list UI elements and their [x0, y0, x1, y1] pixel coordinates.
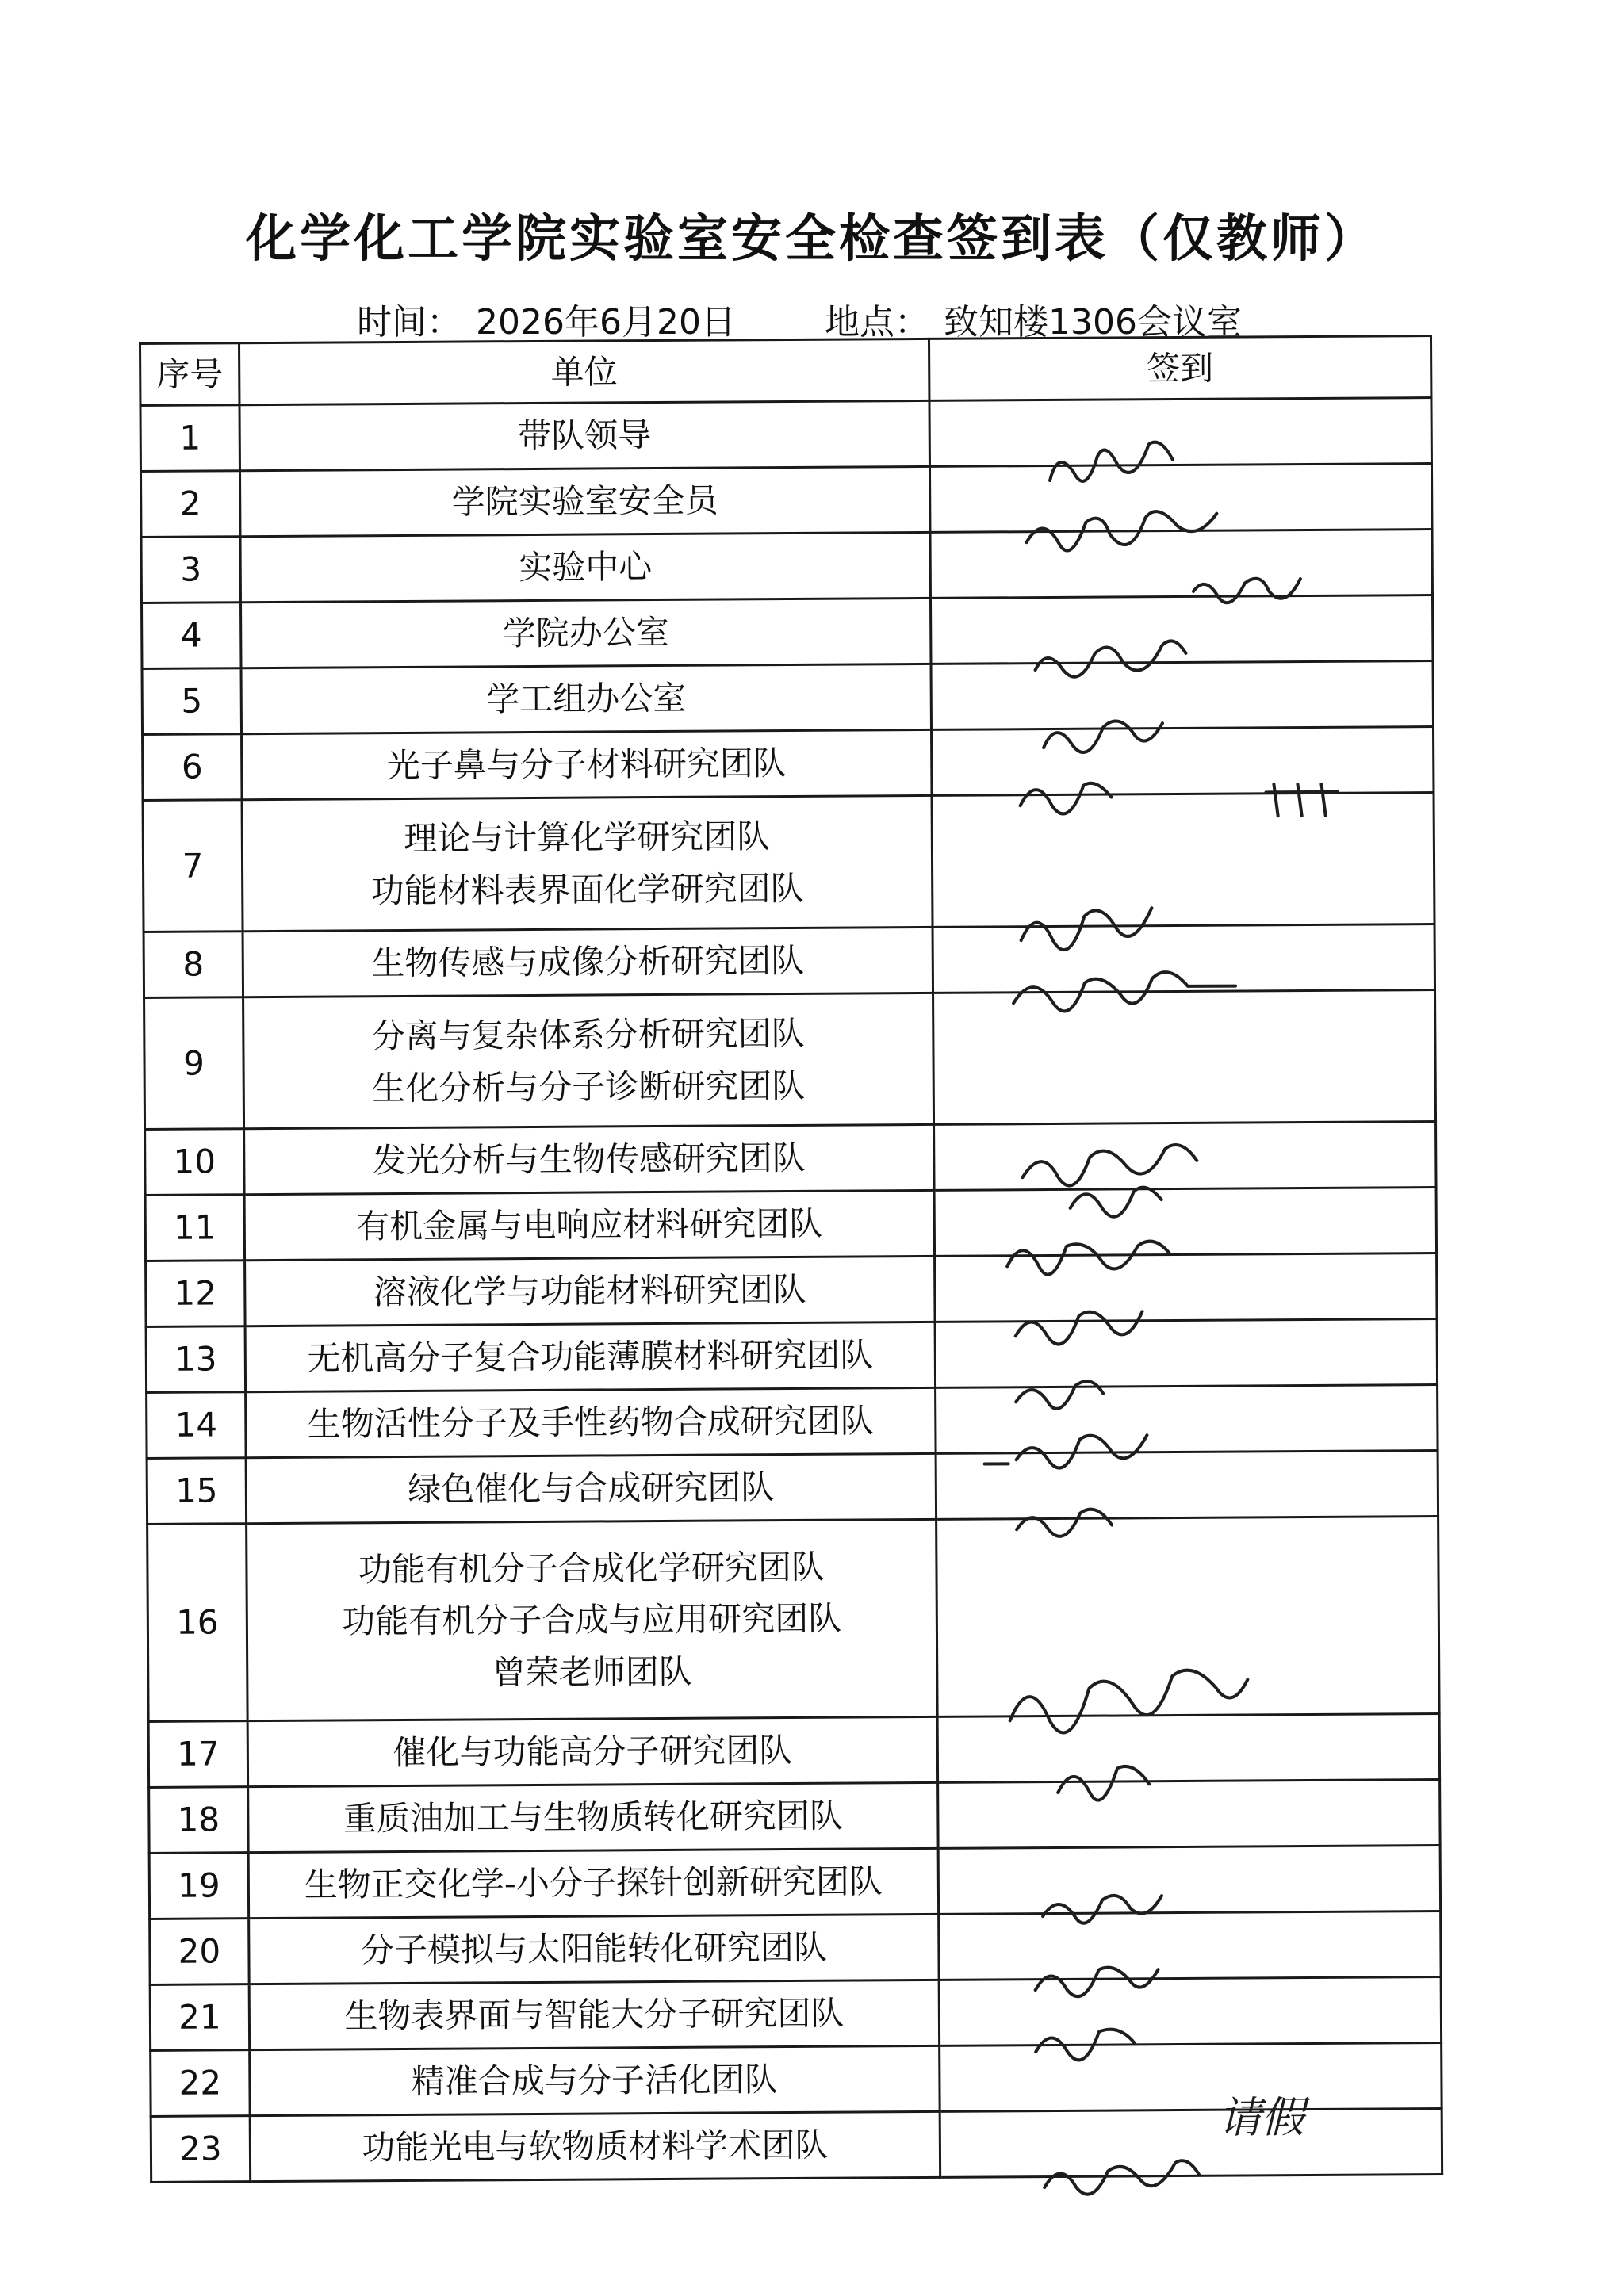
row-number: 9 [144, 997, 244, 1130]
header-unit: 单位 [239, 339, 929, 404]
handwritten-signature [932, 562, 1434, 631]
signature-area [938, 1615, 1438, 1618]
handwritten-signature [940, 1944, 1442, 2013]
row-number: 18 [149, 1787, 249, 1854]
unit-name: 精准合成与分子活化团队 [411, 2060, 779, 2102]
leave-note: 请假 [1218, 2092, 1304, 2143]
unit-name: 溶液化学与功能材料研究团队 [373, 1270, 806, 1312]
row-unit [245, 1256, 935, 1326]
row-unit [249, 1914, 939, 1984]
row-unit [247, 1716, 937, 1786]
row-unit [246, 1387, 936, 1457]
row-unit [241, 664, 931, 733]
row-number: 2 [140, 471, 240, 538]
unit-name: 生物正交化学-小分子探针创新研究团队 [304, 1862, 883, 1905]
row-unit [241, 598, 931, 668]
meta-time [357, 293, 736, 344]
row-number: 15 [147, 1458, 247, 1525]
handwritten-signature [937, 1483, 1439, 1552]
row-signature [929, 398, 1431, 467]
row-unit [246, 1453, 936, 1523]
unit-name: 功能有机分子合成与应用研究团队 [342, 1599, 842, 1641]
handwritten-signature [935, 1154, 1437, 1223]
unit-name: 生物活性分子及手性药物合成研究团队 [307, 1401, 874, 1445]
handwritten-signature [940, 2010, 1442, 2079]
unit-name: 光子鼻与分子材料研究团队 [386, 744, 787, 786]
row-unit [242, 795, 933, 931]
row-unit [244, 1124, 934, 1194]
place-value: 致知楼1306会议室 [944, 302, 1242, 342]
document-title: 化学化工学院实验室安全检查签到表（仅教师） [246, 210, 1378, 269]
unit-name: 实验中心 [519, 547, 653, 587]
unit-name: 分子模拟与太阳能转化研究团队 [360, 1928, 828, 1970]
signature-area [940, 1878, 1439, 1881]
row-number: 7 [143, 800, 243, 932]
row-unit [240, 532, 930, 602]
row-number: 4 [142, 603, 242, 669]
row-unit [247, 1519, 938, 1720]
unit-name: 功能光电与软物质材料学术团队 [362, 2126, 829, 2168]
handwritten-signature [933, 694, 1434, 763]
row-unit [242, 729, 932, 799]
unit-name: 生物表界面与智能大分子研究团队 [344, 1994, 845, 2036]
unit-name: 带队领导 [518, 415, 652, 456]
header-number: 序号 [140, 343, 239, 406]
unit-name: 学工组办公室 [486, 679, 687, 719]
row-signature [938, 1846, 1440, 1915]
handwritten-signature [933, 760, 1434, 828]
handwritten-signature [941, 2141, 1443, 2210]
handwritten-signature [931, 430, 1433, 499]
row-number: 8 [144, 932, 243, 998]
row-unit [239, 400, 929, 470]
row-number: 17 [148, 1721, 248, 1788]
row-unit [244, 1190, 934, 1260]
unit-name: 理论与计算化学研究团队 [404, 817, 771, 859]
row-number: 20 [150, 1919, 250, 1985]
unit-name: 发光分析与生物传感研究团队 [372, 1138, 806, 1181]
row-number: 16 [147, 1524, 248, 1722]
unit-name: 生物传感与成像分析研究团队 [371, 941, 805, 983]
row-unit [245, 1322, 935, 1391]
row-unit [249, 1980, 939, 2049]
unit-name: 绿色催化与合成研究团队 [408, 1468, 775, 1510]
row-unit [248, 1848, 938, 1918]
row-number: 1 [140, 405, 240, 472]
time-value: 2026年6月20日 [476, 302, 736, 342]
unit-name: 曾荣老师团队 [492, 1651, 692, 1692]
row-unit [243, 927, 933, 997]
handwritten-signature [939, 1747, 1441, 1816]
signature-area [931, 430, 1431, 434]
table-header-row [140, 336, 1431, 406]
row-number: 22 [151, 2050, 251, 2117]
row-unit [248, 1782, 938, 1852]
signature-area [941, 2141, 1441, 2145]
unit-name: 功能材料表界面化学研究团队 [370, 868, 804, 910]
row-number: 12 [146, 1261, 246, 1327]
time-label: 时间： [357, 302, 462, 342]
row-number: 13 [146, 1326, 246, 1393]
handwritten-signature [934, 957, 1436, 1026]
handwritten-signature [940, 1878, 1442, 1947]
table-row [140, 398, 1431, 472]
signature-area [935, 1056, 1434, 1059]
row-number: 3 [141, 537, 241, 603]
unit-name: 催化与功能高分子研究团队 [393, 1731, 793, 1773]
signature-area [933, 859, 1433, 862]
sign-in-table [139, 335, 1443, 2183]
row-number: 21 [150, 1984, 250, 2051]
handwritten-signature [931, 496, 1433, 565]
row-unit [239, 466, 929, 536]
unit-name: 学院实验室安全员 [451, 480, 718, 522]
header-signature: 签到 [929, 336, 1431, 401]
place-label: 地点： [825, 302, 929, 342]
unit-name: 重质油加工与生物质转化研究团队 [343, 1797, 844, 1839]
table-row [149, 1846, 1440, 1919]
handwritten-signature [936, 1286, 1438, 1355]
unit-name: 无机高分子复合功能薄膜材料研究团队 [307, 1335, 874, 1379]
row-number: 5 [142, 668, 242, 735]
unit-name: 分离与复杂体系分析研究团队 [371, 1014, 805, 1056]
handwritten-signature [932, 628, 1434, 697]
row-number: 11 [145, 1195, 245, 1261]
handwritten-signature [936, 1352, 1438, 1421]
row-unit [243, 993, 934, 1128]
row-number: 14 [147, 1392, 247, 1459]
row-signature [940, 2109, 1442, 2178]
row-unit [250, 2045, 940, 2115]
handwritten-signature [936, 1418, 1438, 1487]
unit-name: 功能有机分子合成化学研究团队 [358, 1548, 825, 1590]
unit-name: 生化分析与分子诊断研究团队 [372, 1066, 806, 1108]
row-number: 10 [145, 1129, 245, 1196]
row-number: 6 [143, 734, 243, 801]
row-unit [250, 2111, 940, 2181]
unit-name: 学院办公室 [502, 613, 669, 653]
row-number: 19 [149, 1853, 249, 1919]
row-number: 23 [151, 2116, 251, 2183]
unit-name: 有机金属与电响应材料研究团队 [356, 1204, 823, 1246]
table-body [140, 398, 1442, 2183]
handwritten-signature [936, 1220, 1438, 1289]
